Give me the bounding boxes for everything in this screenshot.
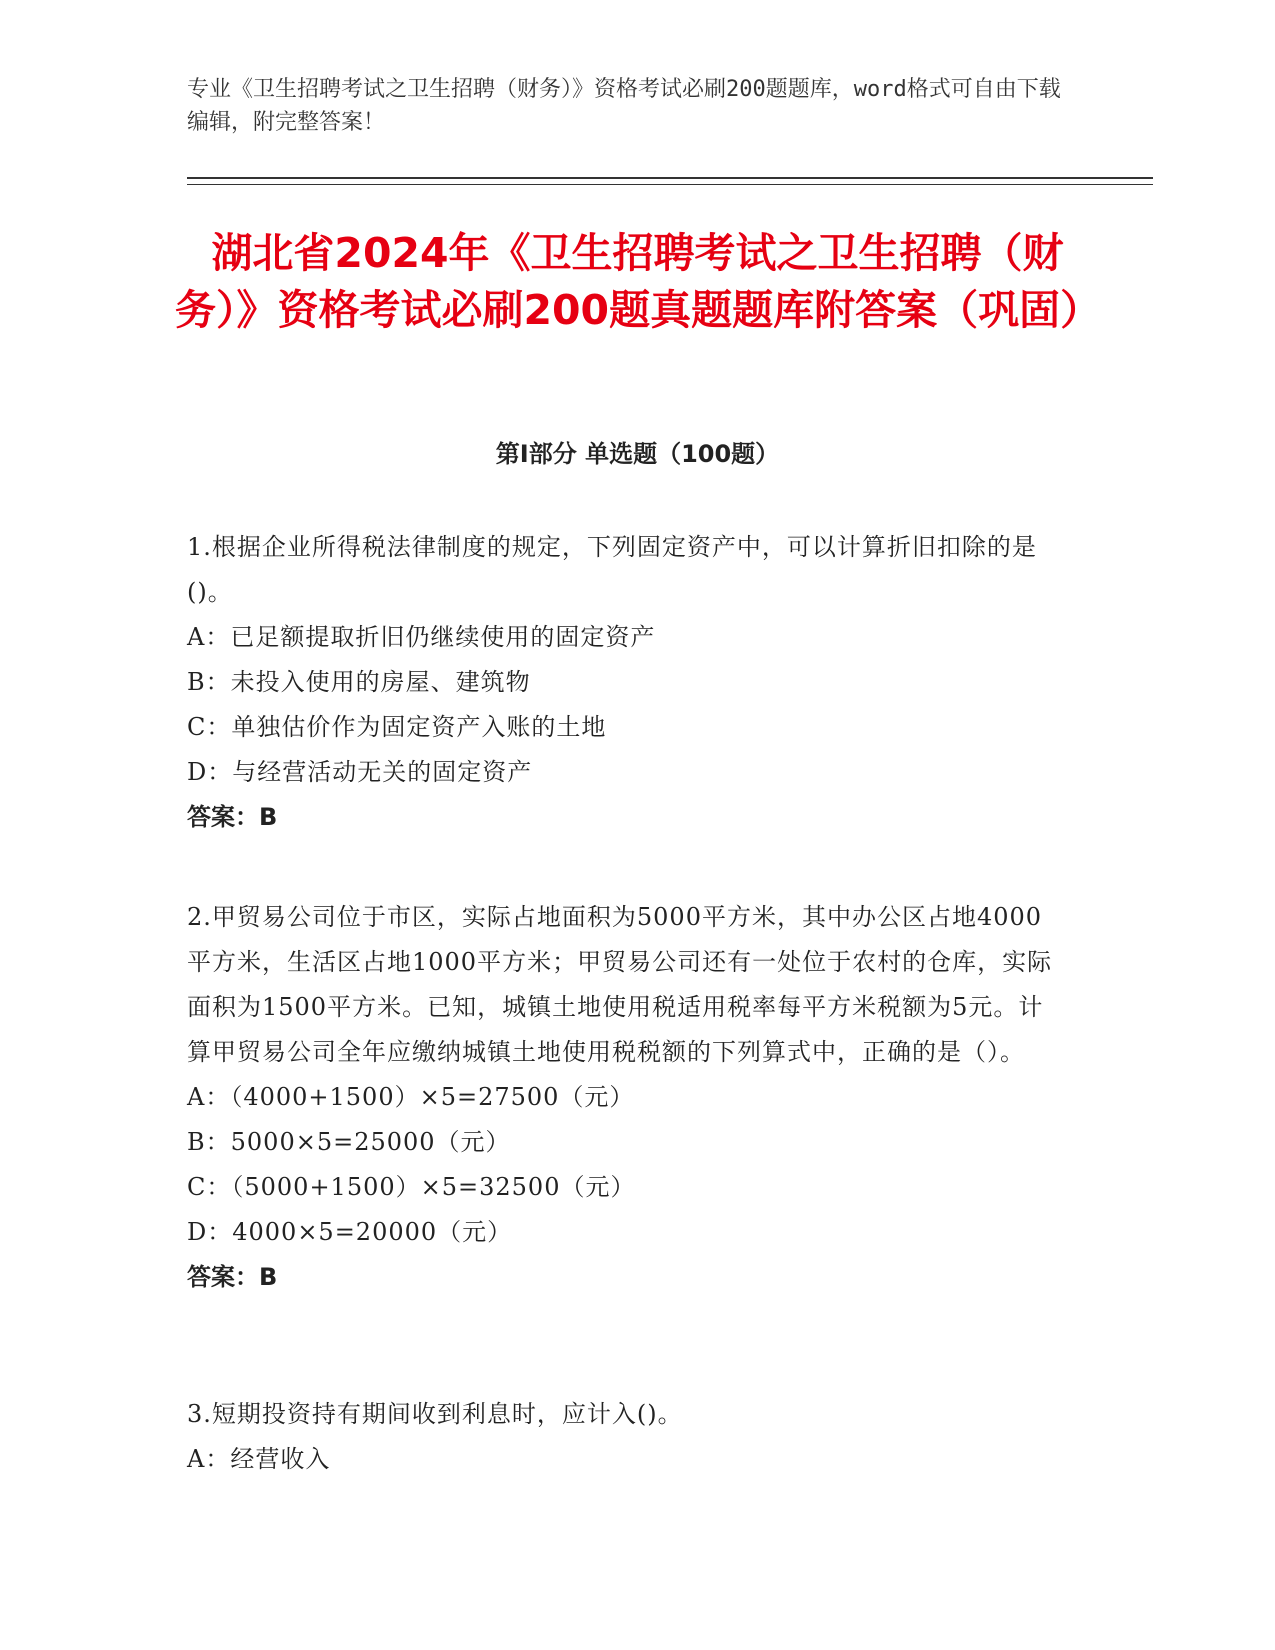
option-b: B：5000×5=25000（元） [187,1128,511,1156]
header-note: 专业《卫生招聘考试之卫生招聘（财务）》资格考试必刷200题题库，word格式可自由下载编辑，附完整答案！ [187,77,1061,135]
option-d: D：4000×5=20000（元） [187,1218,513,1246]
option-a: A：经营收入 [187,1445,331,1473]
question-stem: 2.甲贸易公司位于市区，实际占地面积为5000平方米，其中办公区占地4000平方米，生活区占地1000平方米；甲贸易公司还有一处位于农村的仓库，实际面积为1500平方米。已知，城镇土地使用税适用税率每平方米税额为5元。计算甲贸易公司全年应缴纳城镇土地使用税税额的下列算式中，正确的是（）。 [187,903,1053,1066]
question-stem: 1.根据企业所得税法律制度的规定，下列固定资产中，可以计算折旧扣除的是()。 [187,533,1037,606]
question-stem: 3.短期投资持有期间收到利息时，应计入()。 [187,1400,683,1428]
header-divider-thin [187,184,1153,185]
option-c: C：单独估价作为固定资产入账的土地 [187,713,607,741]
option-a: A：（4000+1500）×5=27500（元） [187,1083,635,1111]
header-divider-thick [187,177,1153,179]
answer: 答案：B [187,1263,278,1291]
option-b: B：未投入使用的房屋、建筑物 [187,668,531,696]
option-d: D：与经营活动无关的固定资产 [187,758,533,786]
option-c: C：（5000+1500）×5=32500（元） [187,1173,636,1201]
document-title: 湖北省2024年《卫生招聘考试之卫生招聘（财务）》资格考试必刷200题真题题库附答案（巩固） [175,229,1102,334]
question-2 [187,895,1067,1300]
answer: 答案：B [187,803,278,831]
question-3 [187,1392,1067,1482]
question-1 [187,525,1067,840]
option-a: A：已足额提取折旧仍继续使用的固定资产 [187,623,656,651]
section-heading: 第Ⅰ部分 单选题（100题） [495,440,780,468]
